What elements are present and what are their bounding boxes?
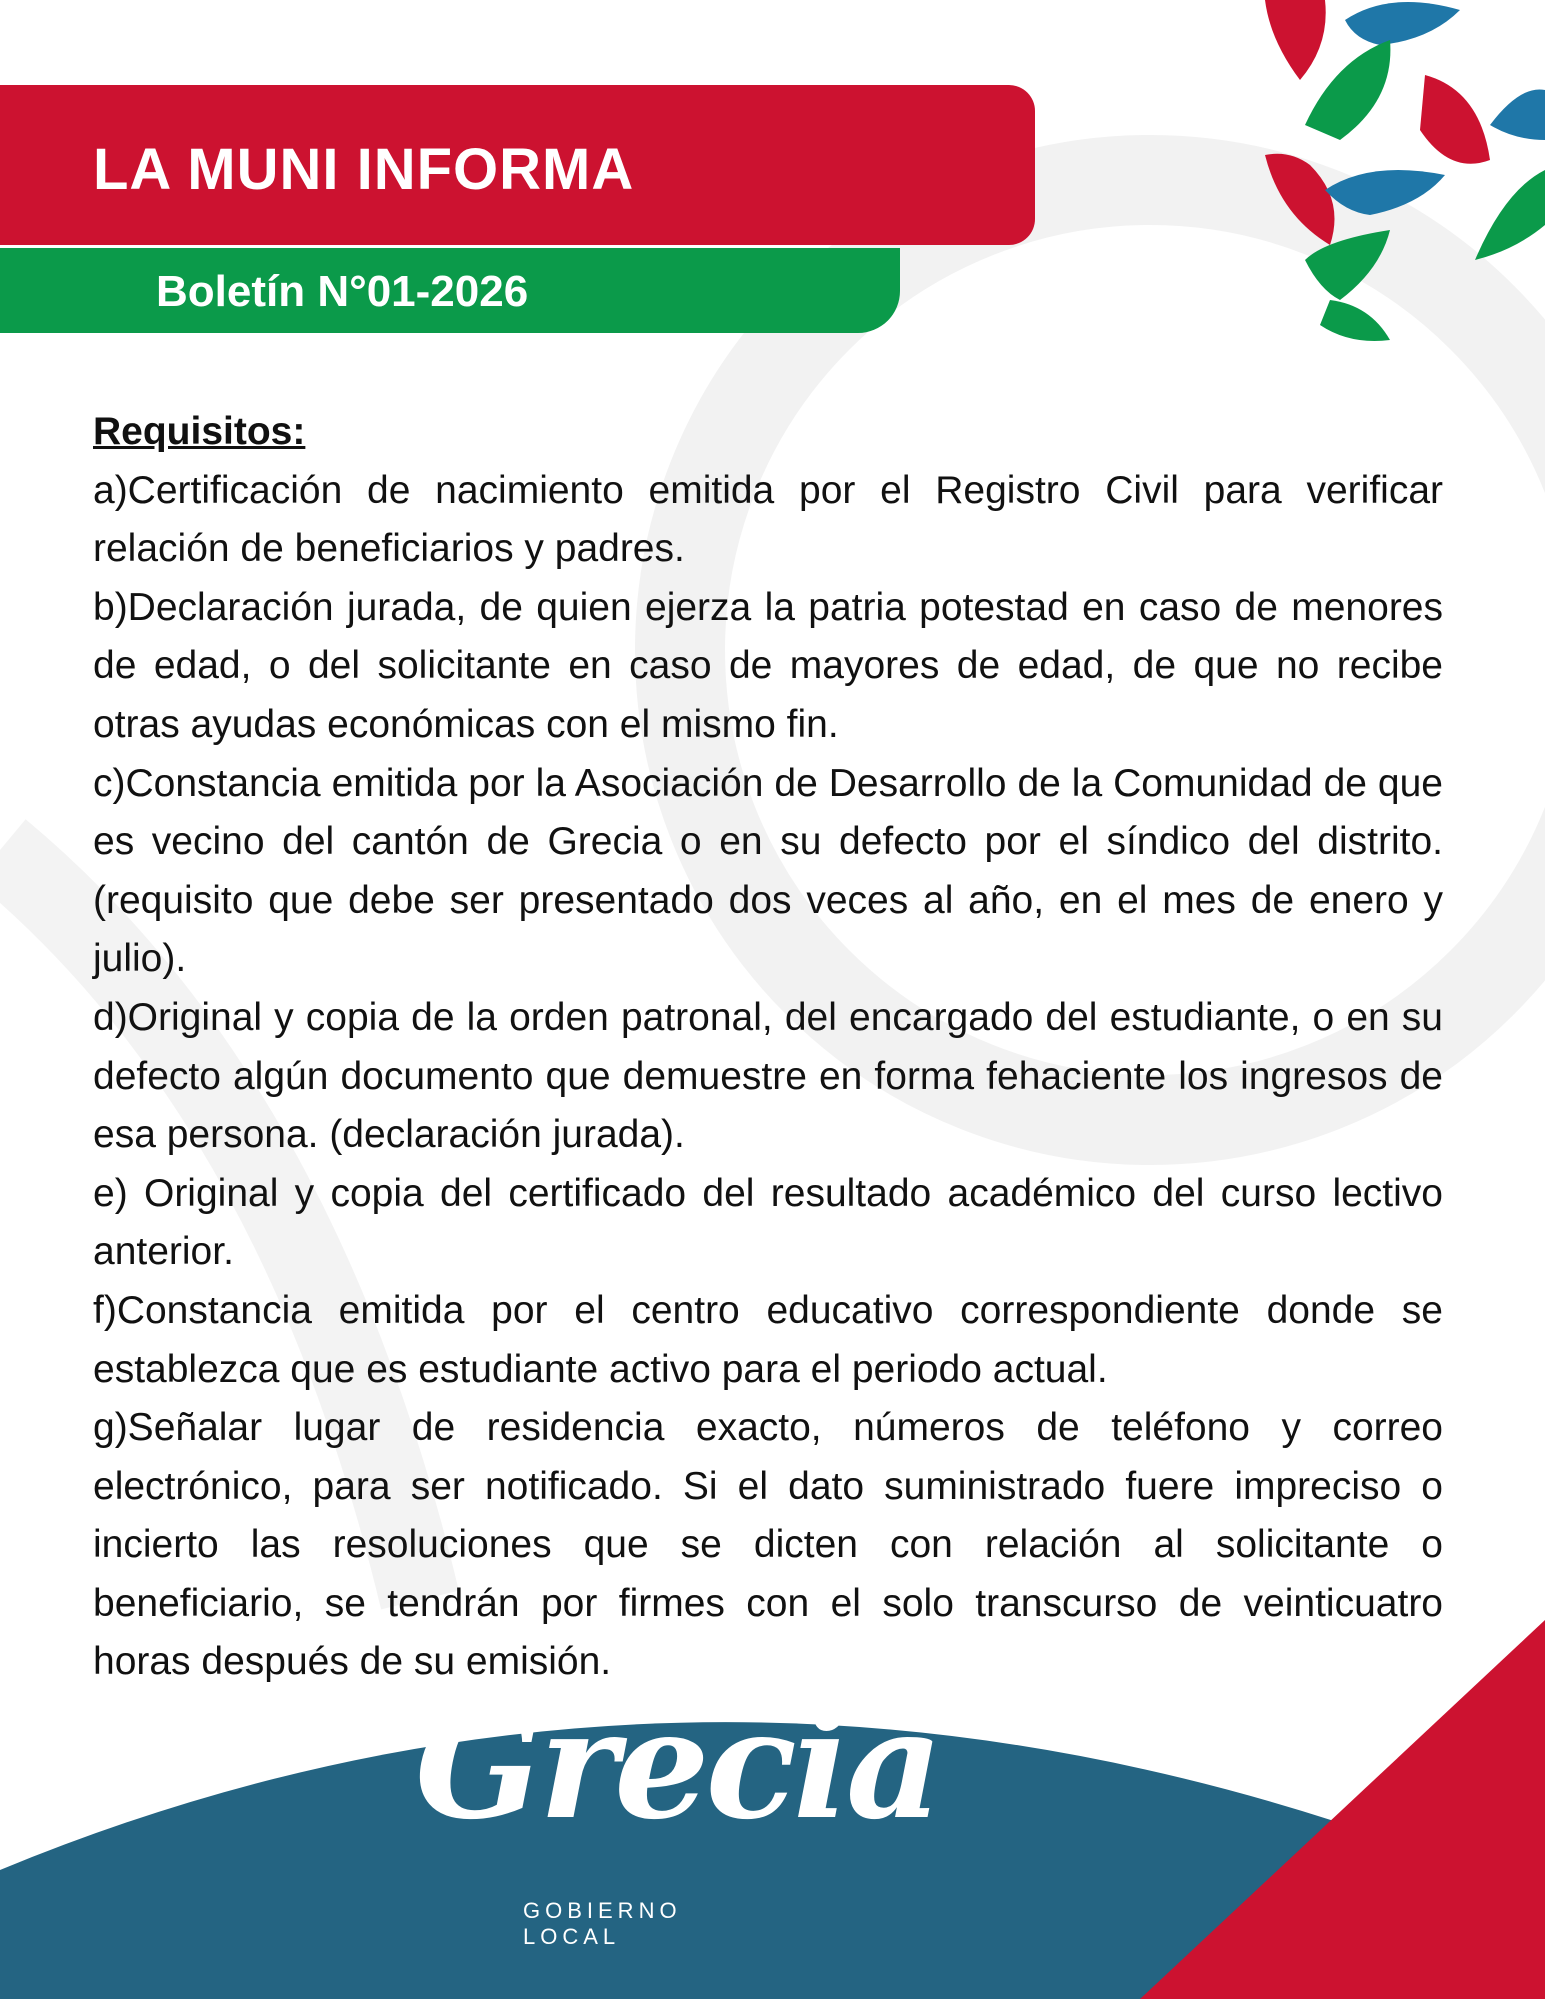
requirement-item: b)Declaración jurada, de quien ejerza la patria potestad en caso de menores de edad, o del solicitante en caso de mayores de edad, de que no recibe otras ayudas económicas con el mismo fin. (93, 585, 1443, 746)
grecia-logo (415, 1677, 940, 1949)
header-bulletin-banner (0, 248, 900, 333)
requirement-item: c)Constancia emitida por la Asociación de Desarrollo de la Comunidad de que es vecino del cantón de Grecia o en su defecto por el síndico del distrito. (requisito que debe ser presentado dos veces al año, en el mes de enero y julio). (93, 761, 1443, 981)
requirements-section (93, 403, 1443, 1692)
requirement-item: d)Original y copia de la orden patronal, del encargado del estudiante, o en su defecto algún documento que demuestre en forma fehaciente los ingresos de esa persona. (declaración jurada). (93, 995, 1443, 1157)
bulletin-number: Boletín N°01-2026 (156, 267, 529, 316)
requirement-item: a)Certificación de nacimiento emitida por el Registro Civil para verificar relación de beneficiarios y padres. (93, 468, 1443, 571)
requirement-item: g)Señalar lugar de residencia exacto, números de teléfono y correo electrónico, para ser notificado. Si el dato suministrado fuere impreciso o incierto las resoluciones que se dicten con relación al solicitante o beneficiario, se tendrán por firmes con el solo transcurso de veinticuatro horas después de su emisión. (93, 1406, 1443, 1684)
header-title-banner (0, 85, 1035, 245)
logo-subtitle: GOBIERNO LOCAL (523, 1898, 682, 1949)
requirement-item: e) Original y copia del certificado del resultado académico del curso lectivo anterior. (93, 1171, 1443, 1274)
requirement-item: f)Constancia emitida por el centro educativo correspondiente donde se establezca que es estudiante activo para el periodo actual. (93, 1288, 1443, 1391)
logo-wordmark: Grecia (415, 1677, 940, 1853)
page-title: LA MUNI INFORMA (93, 137, 635, 202)
requirements-heading: Requisitos: (93, 410, 306, 453)
